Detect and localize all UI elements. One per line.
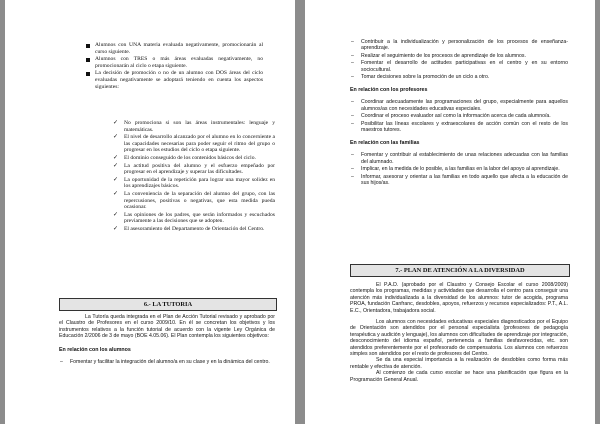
tutoria-paragraph: La Tutoría queda integrada en el Plan de Acción Tutorial revisado y aprobado por el Claustro de Profesores en el curso 2009/10. En él se concretan los objetivos y los instrumentos relativos a la función tutorial de acuerdo con la vigente Ley Orgánica de Educación 2/2006 de 3 de mayo (BOE 4.05.06). El Plan contempla los siguientes objetivos: xyxy=(59,314,275,340)
checkmark-icon: ✓ xyxy=(113,190,119,197)
dash-bullet-icon: – xyxy=(351,113,354,120)
dash-bullet-icon: – xyxy=(351,60,354,67)
list-item: ✓ La actitud positiva del alumno y el esfuerzo empeñado por progresar en el aprendizaje y superar las dificultades. xyxy=(113,162,275,176)
dash-bullet-icon: – xyxy=(351,173,354,180)
list-item: ✓ No promociona si son las áreas instrumentales: lenguaje y matemáticas. xyxy=(113,120,275,133)
list-item: Alumnos con TRES o más áreas evaluadas negativamente, no promocionarán al ciclo o etapa siguiente. xyxy=(83,56,263,69)
checkmark-icon: ✓ xyxy=(113,162,119,169)
alumnos-list-continued xyxy=(350,39,568,80)
dash-bullet-icon: – xyxy=(351,152,354,159)
list-item: – Tomar decisiones sobre la promoción de un ciclo a otro. xyxy=(351,74,490,81)
list-item: – Implicar, en la medida de lo posible, a las familias en la labor del apoyo al aprendizaje. xyxy=(351,166,560,173)
dash-bullet-icon: – xyxy=(351,120,354,127)
checkmark-icon: ✓ xyxy=(113,134,119,141)
list-item: La decisión de promoción o no de un alumno con DOS áreas del ciclo evaluadas negativamente se adoptará teniendo en cuenta los aspectos siguientes: xyxy=(83,70,263,90)
list-item: ✓ El nivel de desarrollo alcanzado por el alumno en lo concerniente a las capacidades necesarias para poder seguir el ritmo del grupo o progresar en los estudios del ciclo o etapa siguiente. xyxy=(113,134,275,154)
promotion-bullet-list xyxy=(83,42,263,90)
checkmark-icon: ✓ xyxy=(113,154,119,161)
checkmark-icon: ✓ xyxy=(113,211,119,218)
diversidad-content xyxy=(350,282,568,383)
profesores-heading: En relación con los profesores xyxy=(350,87,428,94)
profesores-list xyxy=(350,99,568,133)
pad-paragraph: El P.A.D. (aprobado por el Claustro y Consejo Escolar el curso 2008/2009) contempla los programas, medidas y actividades que desarrolla el centro para conseguir una atención más individualizada a la diversidad de los alumnos: tutor de acogida, programa PROA, fundación Canfranc, desdobles, apoyos, refuerzos y recursos especializados: P.T., A.L. E.C., Orientadora, trabajadora social. xyxy=(350,282,568,314)
left-page xyxy=(5,0,295,424)
section-heading-tutoria: 6.- LA TUTORIA xyxy=(59,298,277,311)
right-page xyxy=(305,0,595,424)
checkmark-icon: ✓ xyxy=(113,176,119,183)
list-item: – Realizar el seguimiento de los procesos de aprendizaje de los alumnos. xyxy=(351,52,526,59)
square-bullet-icon xyxy=(86,72,90,76)
checkmark-icon: ✓ xyxy=(113,120,119,126)
tutoria-objectives-continued xyxy=(350,39,568,188)
familias-heading: En relación con las familias xyxy=(350,140,420,147)
list-item: ✓ El dominio conseguido de los contenidos básicos del ciclo. xyxy=(113,154,256,161)
promotion-criteria xyxy=(83,42,263,91)
alumnos-list xyxy=(59,359,275,365)
list-item: – Fomentar y facilitar la integración del alumno/a en su clase y en la dinámica del centro. xyxy=(60,358,270,365)
square-bullet-icon xyxy=(86,44,90,48)
nee-paragraph: Los alumnos con necesidades educativas especiales diagnosticados por el Equipo de Orientación son atendidos por el personal especialista (profesores de pedagogía terapéutica y audición y lenguaje), los alumnos con dificultades de aprendizaje por integración, desconocimiento del idioma español, pertenencia a familias desfavorecidas, etc. son atendidos preferentemente por el profesorado de compensatoria. Los alumnos con refuerzos simples son atendidos por el resto de profesores del Centro. xyxy=(350,319,568,358)
dash-bullet-icon: – xyxy=(351,52,354,59)
list-item: ✓ La oportunidad de la repetición para lograr una mayor solidez en los aprendizajes básicos. xyxy=(113,176,275,190)
aspects-check-list xyxy=(113,120,275,233)
list-item: – Coordinar adecuadamente las programaciones del grupo, especialmente para aquellos alumnos/as con necesidades educativas especiales. xyxy=(351,99,568,112)
list-item: – Coordinar el proceso evaluador así como la información acerca de cada alumno/a. xyxy=(351,113,551,120)
dash-bullet-icon: – xyxy=(351,39,354,45)
list-item: ✓ El asesoramiento del Departamento de Orientación del Centro. xyxy=(113,225,265,232)
list-item: – Posibilitar las líneas escolares y extraescolares de acción común con el resto de los maestros tutores. xyxy=(351,120,568,134)
familias-list xyxy=(350,152,568,186)
tutoria-content xyxy=(59,314,275,366)
dash-bullet-icon: – xyxy=(351,74,354,81)
planificacion-paragraph: Al comienzo de cada curso escolar se hace una planificación que figura en la Programación General Anual. xyxy=(350,370,568,383)
alumnos-heading: En relación con los alumnos xyxy=(59,346,131,353)
promotion-aspects xyxy=(113,118,275,234)
checkmark-icon: ✓ xyxy=(113,225,119,232)
square-bullet-icon xyxy=(86,58,90,62)
section-heading-diversidad: 7.- PLAN DE ATENCIÓN A LA DIVERSIDAD xyxy=(350,264,570,277)
dash-bullet-icon: – xyxy=(351,99,354,106)
list-item: ✓ Las opiniones de los padres, que serán informados y escuchados previamente a las decisiones que se adopten. xyxy=(113,211,275,225)
desdobles-paragraph: Se da una especial importancia a la realización de desdobles como forma más rentable y efectiva de atención. xyxy=(350,357,568,370)
list-item: ✓ La conveniencia de la separación del alumno del grupo, con las repercusiones, positivas o negativas, que esta medida pueda ocasionar. xyxy=(113,190,275,211)
list-item: – Contribuir a la individualización y personalización de los procesos de enseñanza-aprendizaje. xyxy=(351,39,568,52)
list-item: Alumnos con UNA materia evaluada negativamente, promocionarán al curso siguiente. xyxy=(83,42,263,55)
list-item: – Informar, asesorar y orientar a las familias en todo aquello que afecta a la educación de sus hijos/as. xyxy=(351,173,568,187)
dash-bullet-icon: – xyxy=(60,358,63,365)
list-item: – Fomentar y contribuir al establecimiento de unas relaciones adecuadas con las familias del alumnado. xyxy=(351,152,568,165)
dash-bullet-icon: – xyxy=(351,166,354,173)
list-item: – Fomentar el desarrollo de actitudes participativas en el centro y en su entorno sociocultural. xyxy=(351,60,568,73)
